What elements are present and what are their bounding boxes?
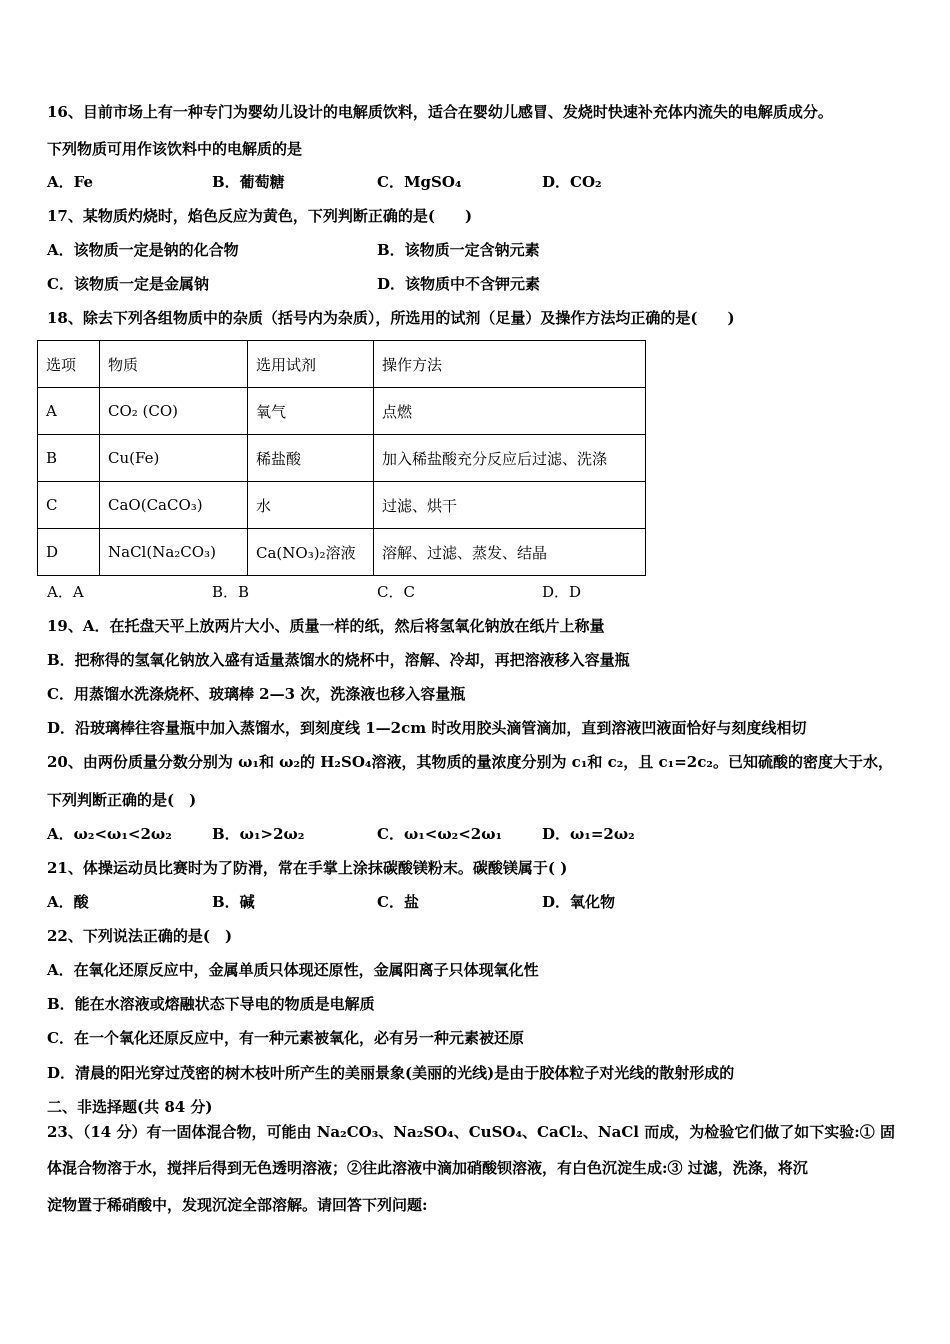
q21-option-a: A．酸 (47, 893, 89, 911)
q23-line-3: 淀物置于稀硝酸中，发现沉淀全部溶解。请回答下列问题: (47, 1196, 428, 1214)
q16-option-b: B．葡萄糖 (212, 173, 285, 191)
table-cell: Ca(NO₃)₂溶液 (248, 529, 374, 576)
q16-option-a: A．Fe (47, 173, 94, 191)
table-cell: B (38, 435, 100, 482)
q22-option-d: D．清晨的阳光穿过茂密的树木枝叶所产生的美丽景象(美丽的光线)是由于胶体粒子对光线的散射形成的 (47, 1064, 735, 1082)
q22-option-c: C．在一个氧化还原反应中，有一种元素被氧化，必有另一种元素被还原 (47, 1029, 524, 1047)
table-header: 操作方法 (374, 341, 646, 388)
q18-option-c: C．C (377, 583, 415, 601)
q17-option-b: B．该物质一定含钠元素 (377, 241, 540, 259)
q16-option-c: C．MgSO₄ (377, 173, 462, 191)
table-row (38, 482, 646, 529)
q20-option-d: D．ω₁=2ω₂ (542, 825, 635, 843)
table-cell: 氧气 (248, 388, 374, 435)
section-heading: 二、非选择题(共 84 分) (47, 1098, 213, 1116)
table-cell: D (38, 529, 100, 576)
q17-option-a: A．该物质一定是钠的化合物 (47, 241, 239, 259)
table-cell: 加入稀盐酸充分反应后过滤、洗涤 (374, 435, 646, 482)
q20-stem-cont: 下列判断正确的是( ) (47, 791, 197, 809)
table-cell: A (38, 388, 100, 435)
table-cell: 过滤、烘干 (374, 482, 646, 529)
table-cell: C (38, 482, 100, 529)
table-header: 选项 (38, 341, 100, 388)
q19-line-a: 19、A．在托盘天平上放两片大小、质量一样的纸，然后将氢氧化钠放在纸片上称量 (47, 617, 605, 635)
q20-stem: 20、由两份质量分数分别为 ω₁和 ω₂的 H₂SO₄溶液，其物质的量浓度分别为 c₁和 c₂，且 c₁=2c₂。已知硫酸的密度大于水， (47, 753, 893, 771)
q23-line-2: 体混合物溶于水，搅拌后得到无色透明溶液；②往此溶液中滴加硝酸钡溶液，有白色沉淀生成:③ 过滤，洗涤，将沉 (47, 1159, 808, 1177)
table-header: 选用试剂 (248, 341, 374, 388)
table-header: 物质 (100, 341, 248, 388)
q23-line-1: 23、（14 分）有一固体混合物，可能由 Na₂CO₃、Na₂SO₄、CuSO₄、CaCl₂、NaCl 而成，为检验它们做了如下实验:① 固 (47, 1123, 895, 1141)
table-cell: CaO(CaCO₃) (100, 482, 248, 529)
q18-table (37, 340, 646, 576)
table-row (38, 388, 646, 435)
q18-stem: 18、除去下列各组物质中的杂质（括号内为杂质），所选用的试剂（足量）及操作方法均正确的是( ) (47, 309, 735, 327)
q19-line-b: B．把称得的氢氧化钠放入盛有适量蒸馏水的烧杯中，溶解、冷却，再把溶液移入容量瓶 (47, 651, 630, 669)
q17-stem: 17、某物质灼烧时，焰色反应为黄色，下列判断正确的是( ) (47, 207, 473, 225)
table-header-row (38, 341, 646, 388)
q20-option-c: C．ω₁<ω₂<2ω₁ (377, 825, 503, 843)
q19-line-c: C．用蒸馏水洗涤烧杯、玻璃棒 2—3 次，洗涤液也移入容量瓶 (47, 685, 466, 703)
table-cell: 点燃 (374, 388, 646, 435)
table-cell: CO₂ (CO) (100, 388, 248, 435)
table-row (38, 435, 646, 482)
q19-line-d: D．沿玻璃棒往容量瓶中加入蒸馏水，到刻度线 1—2cm 时改用胶头滴管滴加，直到溶液凹液面恰好与刻度线相切 (47, 719, 807, 737)
q18-option-a: A．A (47, 583, 84, 601)
q16-stem: 16、目前市场上有一种专门为婴幼儿设计的电解质饮料，适合在婴幼儿感冒、发烧时快速补充体内流失的电解质成分。 (47, 103, 833, 121)
table-cell: 水 (248, 482, 374, 529)
table-row (38, 529, 646, 576)
q20-option-a: A．ω₂<ω₁<2ω₂ (47, 825, 172, 843)
q18-option-b: B．B (212, 583, 250, 601)
table-cell: 溶解、过滤、蒸发、结晶 (374, 529, 646, 576)
q22-option-a: A．在氧化还原反应中，金属单质只体现还原性，金属阳离子只体现氧化性 (47, 961, 539, 979)
q22-stem: 22、下列说法正确的是( ) (47, 927, 233, 945)
q20-option-b: B．ω₁>2ω₂ (212, 825, 305, 843)
q17-option-c: C．该物质一定是金属钠 (47, 275, 209, 293)
q21-option-b: B．碱 (212, 893, 255, 911)
q18-option-d: D．D (542, 583, 582, 601)
q17-option-d: D．该物质中不含钾元素 (377, 275, 541, 293)
q21-option-d: D．氧化物 (542, 893, 616, 911)
q16-option-d: D．CO₂ (542, 173, 602, 191)
table-cell: NaCl(Na₂CO₃) (100, 529, 248, 576)
q22-option-b: B．能在水溶液或熔融状态下导电的物质是电解质 (47, 995, 375, 1013)
table-cell: 稀盐酸 (248, 435, 374, 482)
table-cell: Cu(Fe) (100, 435, 248, 482)
q21-stem: 21、体操运动员比赛时为了防滑，常在手掌上涂抹碳酸镁粉末。碳酸镁属于( ) (47, 859, 568, 877)
q21-option-c: C．盐 (377, 893, 419, 911)
q16-stem-cont: 下列物质可用作该饮料中的电解质的是 (47, 140, 303, 158)
